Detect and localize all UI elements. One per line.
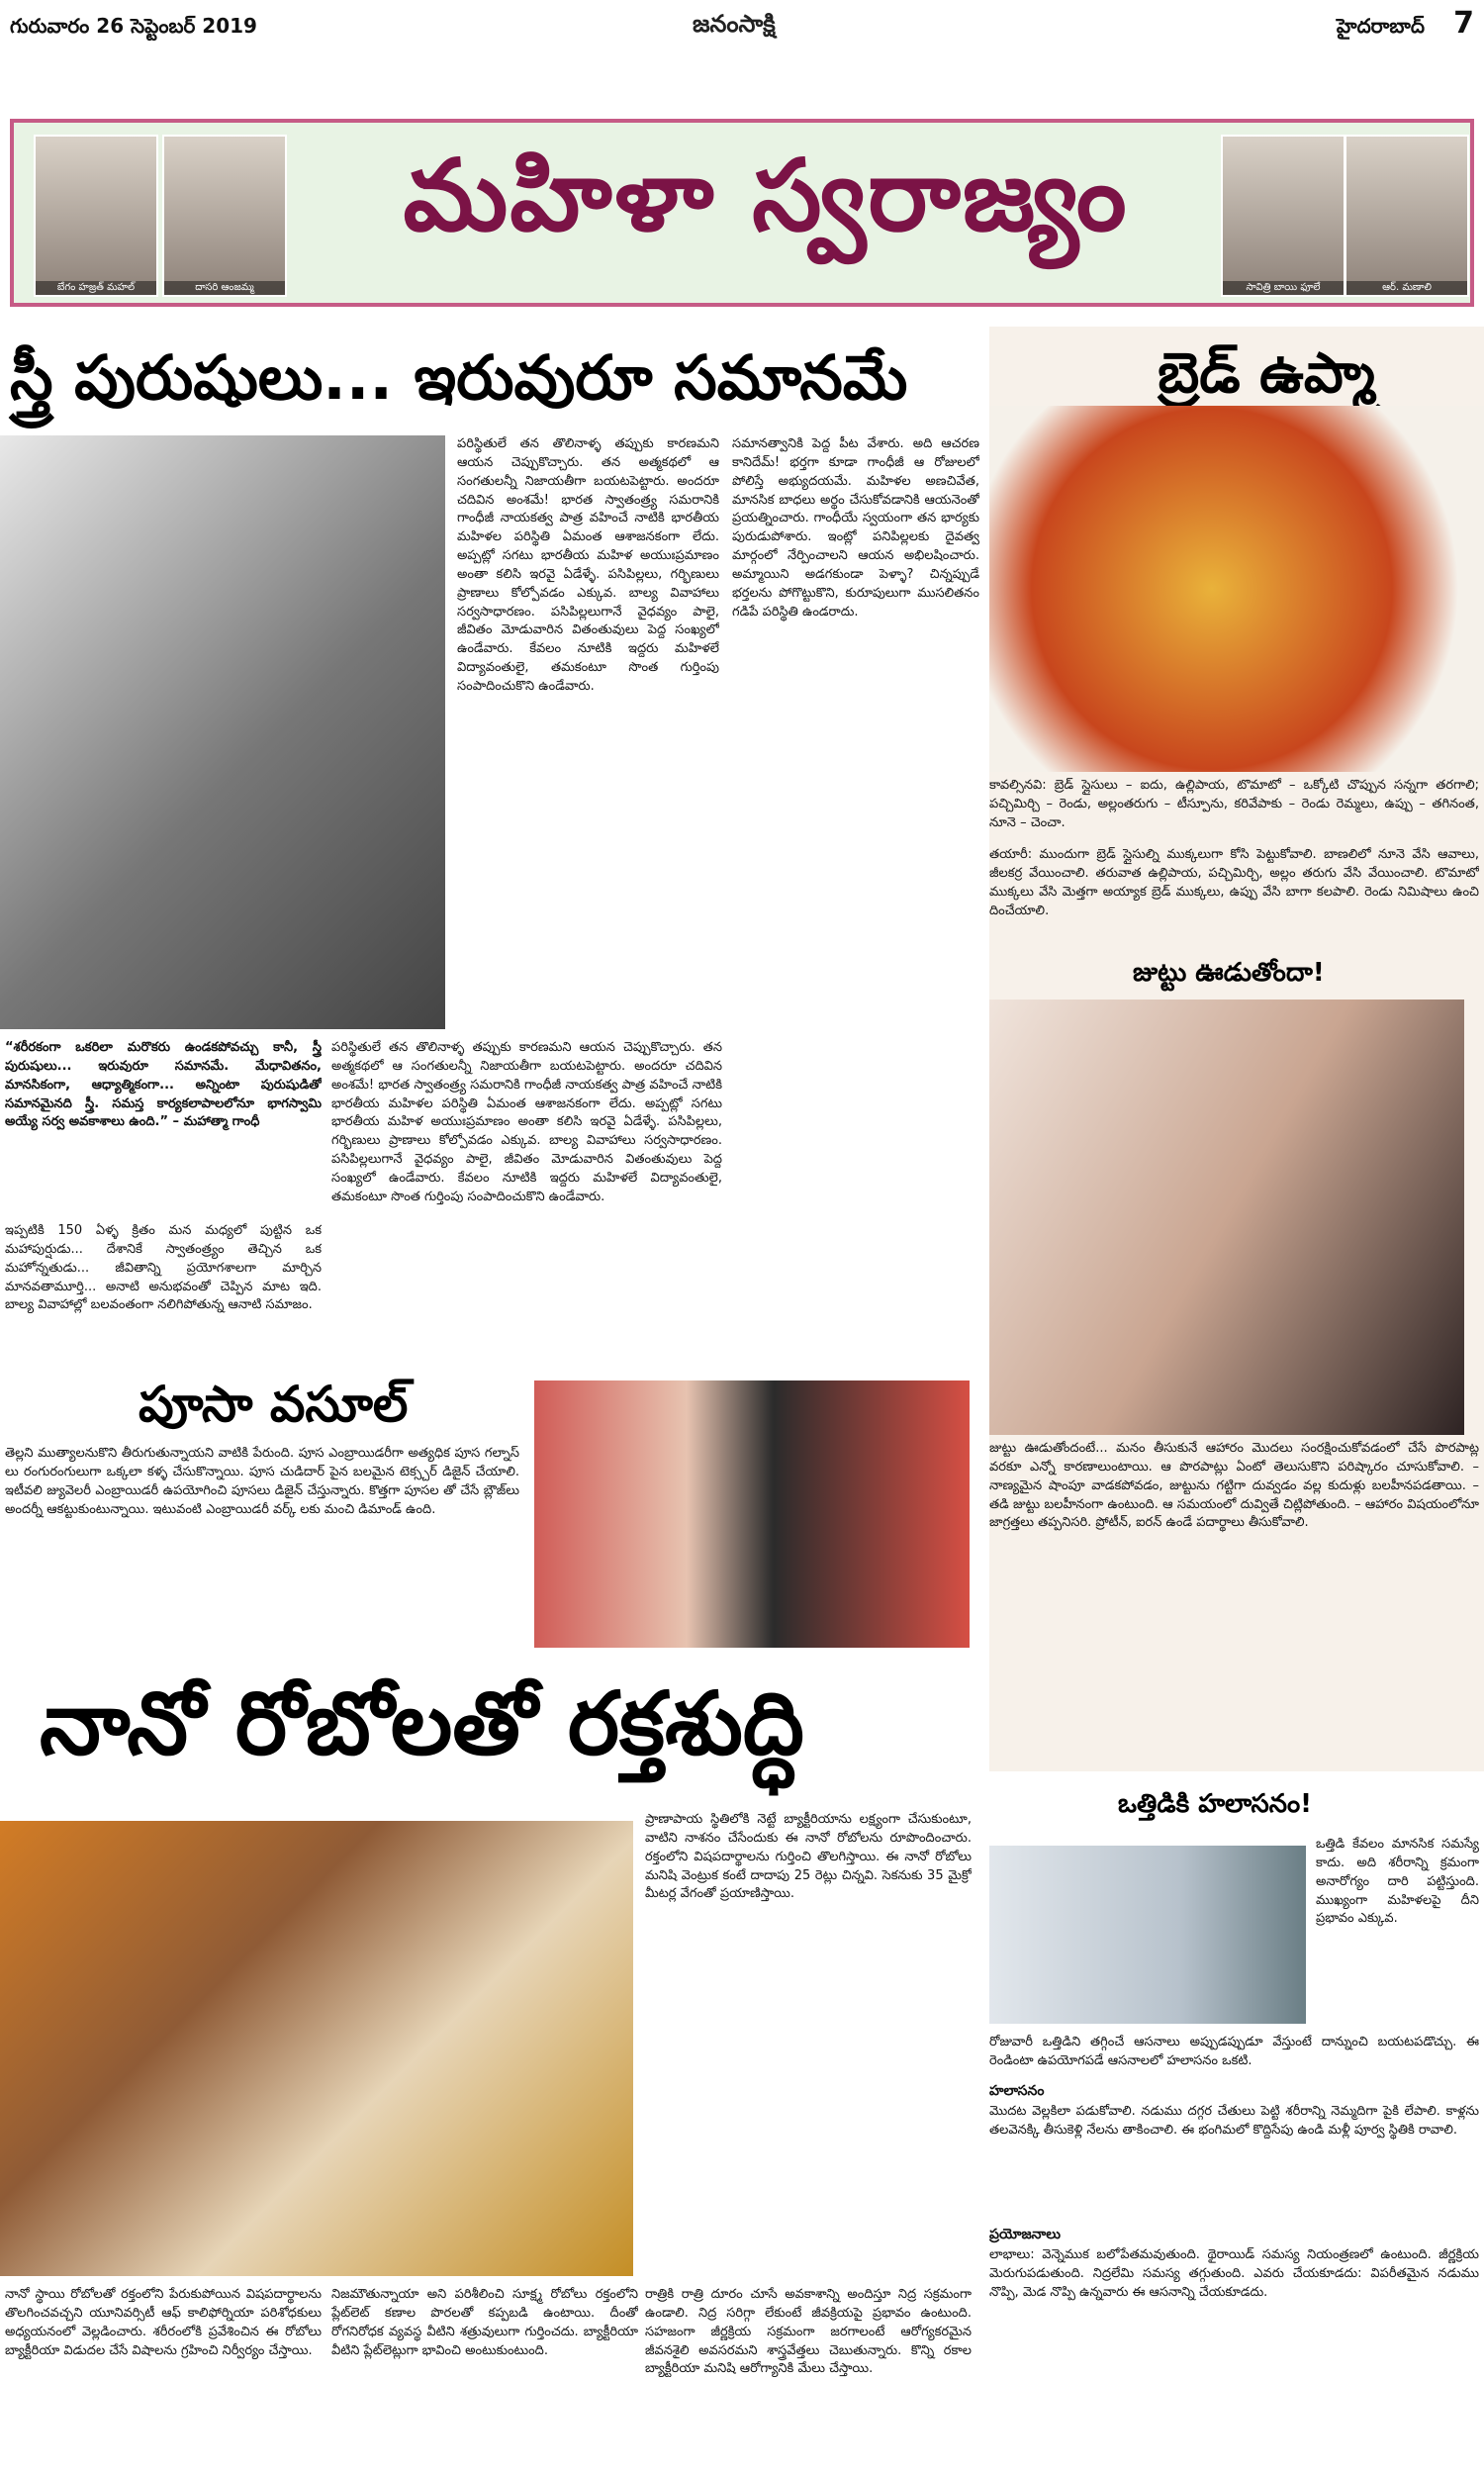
portrait-1 [34,135,158,297]
pusa-headline: పూసా వసూల్ [139,1376,409,1433]
pusa-body: తెల్లని ముత్యాలనుకొని తీరుగుతున్నాయని వాటికి పేరుంది. పూస ఎంబ్రాయిడరీగా అత్యధిక పూస గల్నాస్ లు రంగురంగులుగా ఒక్కలా కళ్ళ చేసుకొన్నాయి. పూస చుడిదార్ పైన బలమైన టెక్స్చర్ డిజైన్ చేయాలి. ఇటీవలి జ్యువెలరీ ఎంబ్రాయిడరీ ఉపయోగించి పూసలు డిజైన్ చేస్తున్నారు. కొత్తగా పూసల తో చేసే బ్లౌజ్‌లు అందర్నీ ఆకట్టుకుంటున్నాయి. ఇటువంటి ఎంబ్రాయిడరీ వర్క్ లకు మంచి డిమాండ్ ఉంది. [5,1446,519,1517]
nano-headline: నానో రోబోలతో రక్తశుద్ధి [40,1672,804,1774]
bread-headline: బ్రెడ్ ఉప్మా [1158,341,1375,406]
yoga-subhead-benefits: ప్రయోజనాలు [989,2227,1062,2242]
gandhi-col1: పరిస్థితులే తన తొలినాళ్ళ తప్పుకు కారణమని ఆయన చెప్పుకొచ్చారు. తన అత్మకథలో ఆ సంగతులన్నీ నిజాయతీగా బయటపెట్టారు. అందరూ చదివిన అంశమే! భారత స్వాతంత్ర్య సమరానికి గాంధీజీ నాయకత్వ పాత్ర వహించే నాటికి భారతీయ మహిళల పరిస్థితి ఏమంత ఆశాజనకంగా లేదు. అప్పట్లో సగటు భారతీయ మహిళ అయుఃప్రమాణం అంతా కలిసి ఇరవై ఏడేళ్ళే. పసిపిల్లలు, గర్భిణులు ప్రాణాలు కోల్పోవడం ఎక్కువ. బాల్య వివాహాలు సర్వసాధారణం. పసిపిల్లలుగానే వైధవ్యం పాలై, జీవితం మోడువారిన వితంతువులు పెద్ద సంఖ్యలో ఉండేవారు. కేవలం నూటికి ఇద్దరు మహిళలే విద్యావంతులై, తమకంటూ సొంత గుర్తింపు సంపాదించుకొని ఉండేవారు. [457,436,719,694]
page-number: 7 [1453,6,1474,41]
bread-method: తయారీ: ముందుగా బ్రెడ్ స్లైసుల్ని ముక్కలుగా కోసి పెట్టుకోవాలి. బాణలిలో నూనె వేసి ఆవాలు, జీలకర్ర వేయించాలి. తరువాత ఉల్లిపాయ, పచ్చిమిర్చి, అల్లం తరుగు వేసి వేయించాలి. టొమాటో ముక్కలు వేసి మెత్తగా అయ్యాక బ్రెడ్ ముక్కలు, ఉప్పు వేసి బాగా కలపాలి. రెండు నిమిషాలు ఉంచి దించేయాలి. [989,847,1479,918]
portrait-4-caption: ఆర్. మణాలి [1346,281,1467,295]
portrait-3-caption: సావిత్రి బాయి ఫూలే [1223,281,1344,295]
issue-date: గురువారం 26 సెప్టెంబర్ 2019 [10,14,257,38]
hair-photo [989,1000,1464,1435]
nano-col1: ప్రాణాపాయ స్థితిలోకి నెట్టే బ్యాక్టీరియాను లక్ష్యంగా చేసుకుంటూ, వాటిని నాశనం చేసేందుకు ఈ నానో రోబోలను రూపొందించారు. రక్తంలోని విషపదార్థాలను గుర్తించి తొలగిస్తాయి. ఈ నానో రోబోలు మనిషి వెంట్రుక కంటే దాదాపు 25 రెట్లు చిన్నవి. సెకనుకు 35 మైక్రో మీటర్ల వేగంతో ప్రయాణిస్తాయి. [645,1812,972,1902]
yoga-benefits: లాభాలు: వెన్నెముక బలోపేతమవుతుంది. థైరాయిడ్ సమస్య నియంత్రణలో ఉంటుంది. జీర్ణక్రియ మెరుగుపడుతుంది. నిద్రలేమి సమస్య తగ్గుతుంది. ఎవరు చేయకూడదు: విపరీతమైన నడుము నొప్పి, మెడ నొప్పి ఉన్నవారు ఈ ఆసనాన్ని చేయకూడదు. [989,2247,1479,2300]
blouse-photo [534,1380,970,1648]
hair-headline: జుట్టు ఊడుతోందా! [1133,958,1325,988]
yoga-side-text: ఒత్తిడి కేవలం మానసిక సమస్యే కాదు. అది శరీరాన్ని క్రమంగా అనారోగ్యం దారి పట్టిస్తుంది. ముఖ్యంగా మహిళలపై దీని ప్రభావం ఎక్కువ. [1316,1837,1479,1927]
yoga-intro: రోజువారీ ఒత్తిడిని తగ్గించే ఆసనాలు అప్పుడప్పుడూ వేస్తుంటే దాన్నుంచి బయటపడొచ్చు. ఈ రెండింటా ఉపయోగపడే ఆసనాలలో హలాసనం ఒకటి. [989,2035,1479,2068]
gandhi-col3: ఇప్పటికి 150 ఏళ్ళ క్రితం మన మధ్యలో పుట్టిన ఒక మహాపుర్షుడు... దేశానికే స్వాతంత్ర్యం తెచ్చిన ఒక మహోన్నతుడు... జీవితాన్ని ప్రయోగశాలగా మార్చిన మానవతామూర్తి... అనాటి అనుభవంతో చెప్పిన మాట ఇది. బాల్య వివాహాల్లో బలవంతంగా నలిగిపోతున్న ఆనాటి సమాజం. [5,1223,322,1313]
gandhi-headline: స్త్రీ పురుషులు... ఇరువురూ సమానమే [10,341,908,414]
edition-city: హైదరాబాద్ [1336,14,1425,38]
bread-upma-photo [989,406,1484,772]
portrait-3 [1221,135,1345,297]
nano-lower-left: నానో స్థాయి రోబోలతో రక్తంలోని పేరుకుపోయిన విషపదార్థాలను తొలగించవచ్చని యూనివర్సిటీ ఆఫ్ కాలిఫోర్నియా పరిశోధకులు అధ్యయనంలో వెల్లడించారు. శరీరంలోకి ప్రవేశించిన ఈ రోబోలు బ్యాక్టీరియా విడుదల చేసే విషాలను గ్రహించి నిర్వీర్యం చేస్తాయి. [5,2287,322,2358]
yoga-subhead-asana: హలాసనం [989,2083,1045,2099]
nano-photo [0,1821,633,2276]
yoga-photo [989,1846,1306,2024]
bread-ingredients: కావల్సినవి: బ్రెడ్ స్లైసులు – ఐదు, ఉల్లిపాయ, టొమాటో – ఒక్కోటి చొప్పున సన్నగా తరగాలి; పచ్చిమిర్చి – రెండు, అల్లంతరుగు – టీస్పూను, కరివేపాకు – రెండు రెమ్మలు, ఉప్పు – తగినంత, నూనె – చెంచా. [989,778,1479,830]
hair-body: జుట్టు ఊడుతోందంటే... మనం తీసుకునే ఆహారం మొదలు సంరక్షించుకోవడంలో చేసే పొరపాట్ల వరకూ ఎన్నో కారణాలుంటాయి. ఆ పొరపాట్లు ఏంటో తెలుసుకొని పరిష్కారం చూసుకోవాలి. – నాణ్యమైన షాంపూ వాడకపోవడం, జుట్టును గట్టిగా దువ్వడం వల్ల కుదుళ్లు బలహీనపడతాయి. – తడి జుట్టు బలహీనంగా ఉంటుంది. ఆ సమయంలో దువ్వితే చిట్లిపోతుంది. – ఆహారం విషయంలోనూ జాగ్రత్తలు తప్పనిసరి. ప్రోటీన్, ఐరన్ ఉండే పదార్థాలు తీసుకోవాలి. [989,1441,1479,1531]
nano-lower-right: రాత్రికి రాత్రి దూరం చూసే అవకాశాన్ని అందిస్తూ నిద్ర సక్రమంగా ఉండాలి. నిద్ర సరిగ్గా లేకుంటే జీవక్రియపై ప్రభావం ఉంటుంది. సహజంగా జీర్ణక్రియ సక్రమంగా జరగాలంటే ఆరోగ్యకరమైన జీవనశైలి అవసరమని శాస్త్రవేత్తలు చెబుతున్నారు. కొన్ని రకాల బ్యాక్టీరియా మనిషి ఆరోగ్యానికి మేలు చేస్తాయి. [645,2287,972,2377]
newspaper-logo: జనంసాక్షి [693,10,776,38]
nano-lower-mid: నిజమౌతున్నాయా అని పరిశీలించి సూక్ష్మ రోబోలు రక్తంలోని ప్లేట్‌లెట్ కణాల పొరలతో కప్పబడి ఉంటాయి. దీంతో రోగనిరోధక వ్యవస్థ వీటిని శత్రువులుగా గుర్తించదు. బ్యాక్టీరియా వీటిని ప్లేట్‌లెట్లుగా భావించి అంటుకుంటుంది. [331,2287,638,2358]
gandhi-quote: “శరీరకంగా ఒకరిలా మరొకరు ఉండకపోవచ్చు కానీ, స్త్రీ పురుషులు... ఇరువురూ సమానమే. మేధావితనం, మానసికంగా, ఆధ్యాత్మికంగా... అన్నింటా పురుషుడితో సమానమైనది స్త్రీ. సమస్త కార్యకలాపాలలోనూ భాగస్వామి అయ్యే సర్వ అవకాశాలు ఉంది.” – మహాత్మా గాంధీ [5,1040,322,1130]
yoga-headline: ఒత్తిడికి హలాసనం! [1118,1789,1313,1819]
gandhi-col4: పరిస్థితులే తన తొలినాళ్ళ తప్పుకు కారణమని ఆయన చెప్పుకొచ్చారు. తన అత్మకథలో ఆ సంగతులన్నీ నిజాయతీగా బయటపెట్టారు. అందరూ చదివిన అంశమే! భారత స్వాతంత్ర్య సమరానికి గాంధీజీ నాయకత్వ పాత్ర వహించే నాటికి భారతీయ మహిళల పరిస్థితి ఏమంత ఆశాజనకంగా లేదు. అప్పట్లో సగటు భారతీయ మహిళ అయుఃప్రమాణం అంతా కలిసి ఇరవై ఏడేళ్ళే. పసిపిల్లలు, గర్భిణులు ప్రాణాలు కోల్పోవడం ఎక్కువ. బాల్య వివాహాలు సర్వసాధారణం. పసిపిల్లలుగానే వైధవ్యం పాలై, జీవితం మోడువారిన వితంతువులు పెద్ద సంఖ్యలో ఉండేవారు. కేవలం నూటికి ఇద్దరు మహిళలే విద్యావంతులై, తమకంటూ సొంత గుర్తింపు సంపాదించుకొని ఉండేవారు. [331,1040,722,1204]
section-banner [10,119,1474,307]
section-title: మహిళా స్వరాజ్యం [403,138,1129,253]
portrait-2 [162,135,287,297]
page-header [0,0,1484,59]
gandhi-photo [0,435,445,1029]
yoga-method: మొదట వెల్లకిలా పడుకోవాలి. నడుము దగ్గర చేతులు పెట్టి శరీరాన్ని నెమ్మదిగా పైకి లేపాలి. కాళ్లను తలవెనక్కి తీసుకెళ్లి నేలను తాకించాలి. ఈ భంగిమలో కొద్దిసేపు ఉండి మళ్లీ పూర్వ స్థితికి రావాలి. [989,2104,1479,2138]
portrait-1-caption: బేగం హజ్రత్ మహల్ [36,281,156,295]
portrait-4 [1345,135,1469,297]
gandhi-col2: సమానత్వానికి పెద్ద పీట వేశారు. అది ఆచరణ కానిదేమ్! భర్తగా కూడా గాంధీజీ ఆ రోజులలో పోలిస్తే అభ్యుదయమే. మహిళల అణచివేత, మానసిక బాధలు అర్థం చేసుకోవడానికి ఆయనెంతో ప్రయత్నించారు. గాంధీయే స్వయంగా తన భార్యకు పురుడుపోశారు. ఇంట్లో పనిపిల్లలకు దైవత్వ మార్గంలో నేర్పించాలని ఆయన అభిలషించారు. అమ్మాయిని అడగకుండా పెళ్ళా? చిన్నప్పుడే భర్తలను పోగొట్టుకొని, కురూపులుగా ముసలితనం గడిపే పరిస్థితి ఉండరాదు. [732,436,979,619]
portrait-2-caption: దాసరి ఆంజమ్మ [164,281,285,295]
